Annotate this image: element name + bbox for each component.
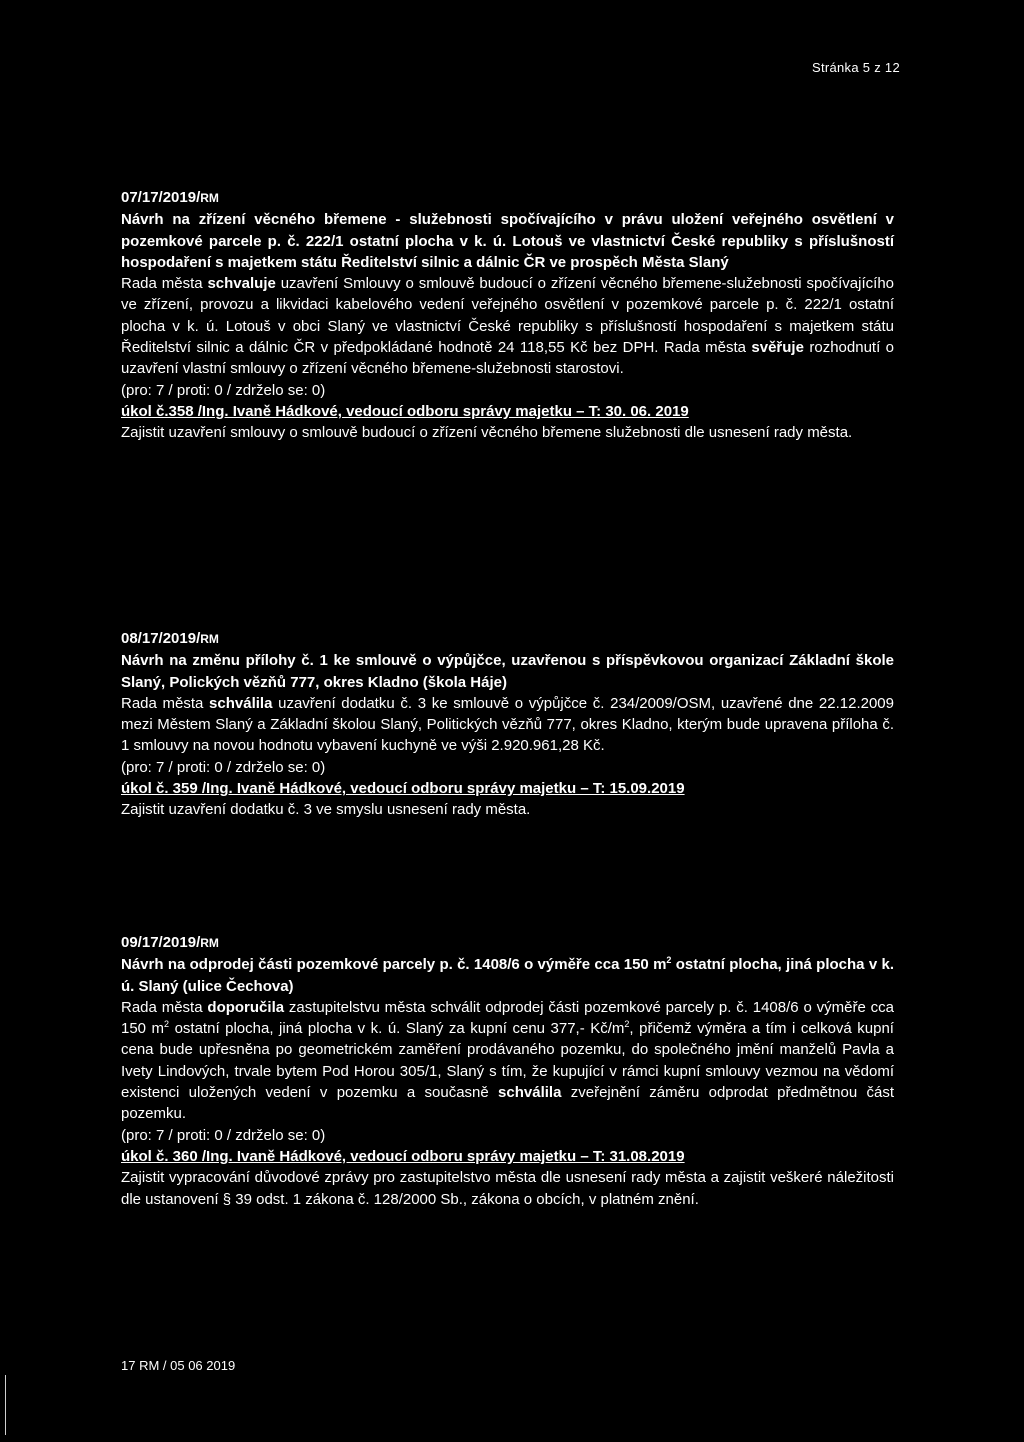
title-text: Návrh na odprodej části pozemkové parcely p. č. 1408/6 o výměře cca 150 m: [121, 956, 667, 974]
resolution-body: [121, 273, 894, 379]
task-assignment: úkol č. 360 /Ing. Ivaně Hádkové, vedoucí odboru správy majetku – T: 31.08.2019: [121, 1147, 685, 1165]
resolution-id-number: 07/17/2019/: [121, 189, 201, 206]
body-text: Rada města: [121, 275, 208, 293]
resolution-07: [121, 187, 894, 444]
resolution-title: Návrh na zřízení věcného břemene - služebnosti spočívajícího v právu uložení veřejného osvětlení v pozemkové parcele p. č. 222/1 ostatní plocha v k. ú. Lotouš ve vlastnictví České republiky s příslušností hospodaření s majetkem státu Ředitelství silnic a dálnic ČR ve prospěch Města Slaný: [121, 211, 894, 271]
body-text: Rada města: [121, 998, 208, 1016]
resolution-id-number: 09/17/2019/: [121, 934, 201, 951]
body-verb: schválila: [498, 1084, 562, 1102]
body-verb: svěřuje: [751, 339, 804, 357]
resolution-id-number: 08/17/2019/: [121, 630, 201, 647]
body-text: zastupitelstvu města schválit odprodej části pozemkové parcely p. č. 1408/6 o výměře cca 150 m: [121, 998, 895, 1038]
resolution-title: Návrh na změnu přílohy č. 1 ke smlouvě o výpůjčce, uzavřenou s příspěvkovou organizací Základní škole Slaný, Polických vězňů 777, okres Kladno (škola Háje): [121, 652, 894, 691]
footer: 17 RM / 05 06 2019: [121, 1358, 236, 1373]
scan-edge-line: [5, 1375, 6, 1435]
superscript: 2: [624, 1019, 630, 1030]
body-text: uzavření Smlouvy o smlouvě budoucí o zřízení věcného břemene-služebnosti spočívajícího ve zřízení, provozu a likvidaci kabelového vedení veřejného osvětlení v pozemkové parcele p. č. 222/1 ostatní plocha v k. ú. Lotouš v obci Slaný ve vlastnictví České republiky s příslušností hospodaření s majetkem státu Ředitelství silnic a dálnic ČR v předpokládané hodnotě 24 118,55 Kč bez DPH. Rada města: [121, 275, 895, 357]
resolution-id-suffix: RM: [200, 632, 219, 646]
body-text: ostatní plocha, jiná plocha v k. ú. Slaný za kupní cenu 377,- Kč/m: [169, 1020, 625, 1038]
resolution-08: [121, 628, 894, 821]
body-text: Rada města: [121, 694, 210, 712]
page-number: Stránka 5 z 12: [811, 60, 900, 75]
task-description: Zajistit uzavření dodatku č. 3 ve smyslu usnesení rady města.: [121, 801, 531, 819]
task-assignment: úkol č.358 /Ing. Ivaně Hádkové, vedoucí odboru správy majetku – T: 30. 06. 2019: [121, 402, 689, 420]
task-description: Zajistit uzavření smlouvy o smlouvě budoucí o zřízení věcného břemene služebnosti dle usnesení rady města.: [121, 424, 853, 442]
resolution-body: [121, 997, 894, 1125]
body-verb: schvaluje: [207, 275, 276, 293]
body-verb: doporučila: [207, 998, 285, 1016]
resolution-title: [121, 954, 894, 997]
resolution-body: [121, 693, 894, 757]
resolution-id: [121, 932, 894, 954]
vote-result: (pro: 7 / proti: 0 / zdrželo se: 0): [121, 1126, 326, 1144]
resolution-id-suffix: RM: [200, 191, 219, 205]
resolution-id: [121, 628, 894, 650]
title-text: ostatní plocha, jiná plocha v k. ú. Slaný (ulice Čechova): [121, 956, 894, 995]
resolution-id: [121, 187, 894, 209]
resolution-09: [121, 932, 894, 1210]
body-text: , přičemž výměra a tím i celková kupní cena bude upřesněna po geometrickém zaměření prodávaného pozemku, do společného jmění manželů Pavla a Ivety Lindových, trvale bytem Pod Horou 305/1, Slaný s tím, že kupující v rámci kupní smlouvy vezmou na vědomí existenci uložených vedení v pozemku a současně: [121, 1020, 894, 1102]
body-text: uzavření dodatku č. 3 ke smlouvě o výpůjčce č. 234/2009/OSM, uzavřené dne 22.12.2009 mezi Městem Slaný a Základní školou Slaný, Politických vězňů 777, okres Kladno, kterým bude upravena příloha č. 1 smlouvy na novou hodnotu vybavení kuchyně ve výši 2.920.961,28 Kč.: [121, 694, 894, 755]
vote-result: (pro: 7 / proti: 0 / zdrželo se: 0): [121, 758, 326, 776]
resolution-id-suffix: RM: [200, 936, 219, 950]
superscript: 2: [666, 955, 672, 966]
superscript: 2: [164, 1019, 170, 1030]
body-text: zveřejnění záměru odprodat předmětnou část pozemku.: [121, 1084, 895, 1123]
task-description: Zajistit vypracování důvodové zprávy pro zastupitelstvo města dle usnesení rady města a zajistit veškeré náležitosti dle ustanovení § 39 odst. 1 zákona č. 128/2000 Sb., zákona o obcích, v platném znění.: [121, 1169, 894, 1208]
vote-result: (pro: 7 / proti: 0 / zdrželo se: 0): [121, 381, 326, 399]
body-verb: schválila: [209, 694, 273, 712]
task-assignment: úkol č. 359 /Ing. Ivaně Hádkové, vedoucí odboru správy majetku – T: 15.09.2019: [121, 780, 685, 798]
body-text: rozhodnutí o uzavření vlastní smlouvy o zřízení věcného břemene-služebnosti starostovi.: [121, 339, 895, 378]
